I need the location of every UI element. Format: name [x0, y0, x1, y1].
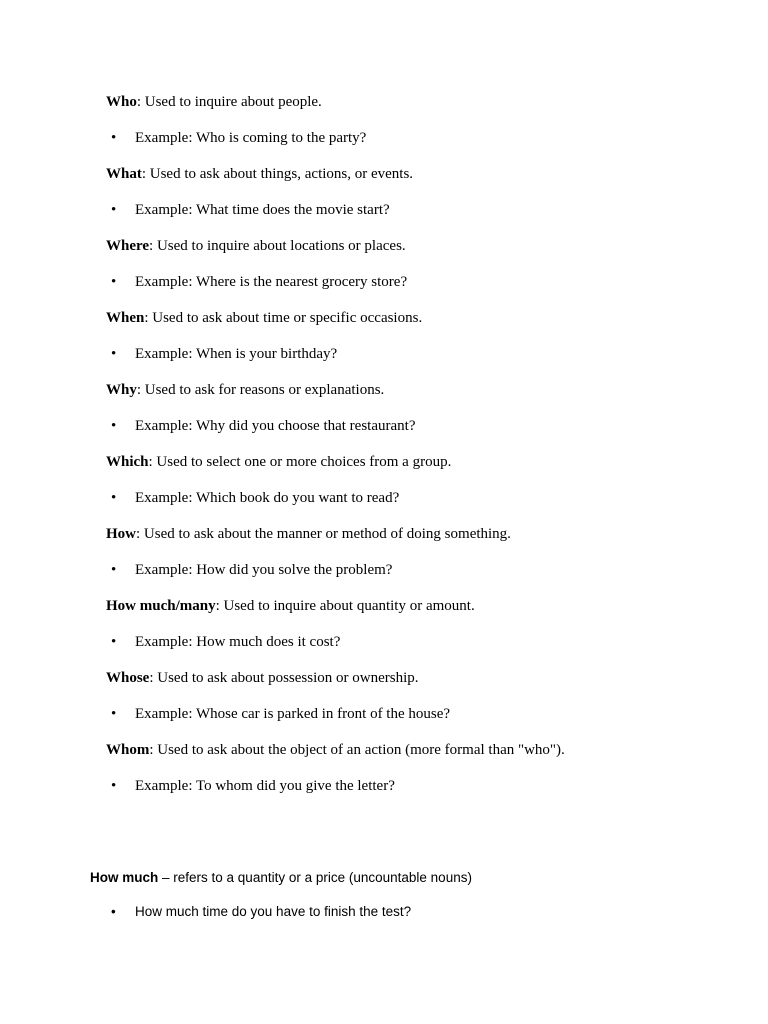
question-word-entry [106, 380, 726, 400]
how-much-entry [90, 868, 730, 888]
question-word-example [106, 128, 726, 148]
question-word-term: Who [106, 94, 137, 110]
question-word-definition: : Used to ask about the object of an action (more formal than "who"). [149, 742, 565, 758]
question-word-list [106, 92, 726, 812]
question-word-term: How [106, 526, 136, 542]
example-text: Example: How did you solve the problem? [135, 562, 393, 578]
question-word-term: Whose [106, 670, 150, 686]
question-word-definition: : Used to ask about possession or ownership. [149, 670, 419, 686]
question-word-entry [106, 668, 726, 688]
question-word-entry [106, 92, 726, 112]
example-text: Example: Whose car is parked in front of the house? [135, 706, 451, 722]
bullet-icon: • [111, 706, 117, 722]
question-word-term: Which [106, 454, 149, 470]
question-word-example [106, 200, 726, 220]
bullet-icon: • [111, 562, 117, 578]
question-word-entry [106, 740, 726, 760]
question-word-entry [106, 452, 726, 472]
question-word-example [106, 632, 726, 652]
how-much-term: How much [90, 870, 159, 885]
question-word-example [106, 560, 726, 580]
example-text: Example: To whom did you give the letter? [135, 778, 395, 794]
example-text: Example: Why did you choose that restaurant? [135, 418, 416, 434]
question-word-example [106, 488, 726, 508]
how-much-example [90, 902, 730, 922]
bullet-icon: • [111, 274, 117, 290]
question-word-term: How much/many [106, 598, 216, 614]
example-text: Example: Who is coming to the party? [135, 130, 367, 146]
question-word-entry [106, 164, 726, 184]
how-much-note [90, 868, 730, 922]
bullet-icon: • [111, 418, 117, 434]
example-text: How much time do you have to finish the test? [135, 904, 412, 919]
question-word-term: Whom [106, 742, 150, 758]
question-word-example [106, 704, 726, 724]
question-word-term: When [106, 310, 145, 326]
question-word-example [106, 344, 726, 364]
question-word-entry [106, 236, 726, 256]
example-text: Example: How much does it cost? [135, 634, 341, 650]
bullet-icon: • [111, 634, 117, 650]
question-word-definition: : Used to ask about time or specific occasions. [144, 310, 423, 326]
question-word-entry [106, 524, 726, 544]
question-word-example [106, 776, 726, 796]
bullet-icon: • [111, 904, 116, 919]
question-word-entry [106, 596, 726, 616]
question-word-definition: : Used to ask about the manner or method of doing something. [136, 526, 511, 542]
bullet-icon: • [111, 202, 117, 218]
bullet-icon: • [111, 346, 117, 362]
question-word-definition: : Used to inquire about people. [136, 94, 322, 110]
question-word-entry [106, 308, 726, 328]
bullet-icon: • [111, 130, 117, 146]
bullet-icon: • [111, 490, 117, 506]
question-word-term: Where [106, 238, 150, 254]
question-word-definition: : Used to ask about things, actions, or events. [141, 166, 414, 182]
question-word-definition: : Used to inquire about locations or places. [149, 238, 406, 254]
question-word-example [106, 272, 726, 292]
example-text: Example: When is your birthday? [135, 346, 338, 362]
question-word-term: Why [106, 382, 137, 398]
example-text: Example: What time does the movie start? [135, 202, 390, 218]
question-word-term: What [106, 166, 142, 182]
example-text: Example: Which book do you want to read? [135, 490, 400, 506]
question-word-definition: : Used to inquire about quantity or amount. [215, 598, 475, 614]
example-text: Example: Where is the nearest grocery store? [135, 274, 408, 290]
question-word-example [106, 416, 726, 436]
how-much-definition: – refers to a quantity or a price (uncountable nouns) [158, 870, 472, 885]
question-word-definition: : Used to select one or more choices from a group. [148, 454, 452, 470]
question-word-definition: : Used to ask for reasons or explanations. [136, 382, 385, 398]
bullet-icon: • [111, 778, 117, 794]
